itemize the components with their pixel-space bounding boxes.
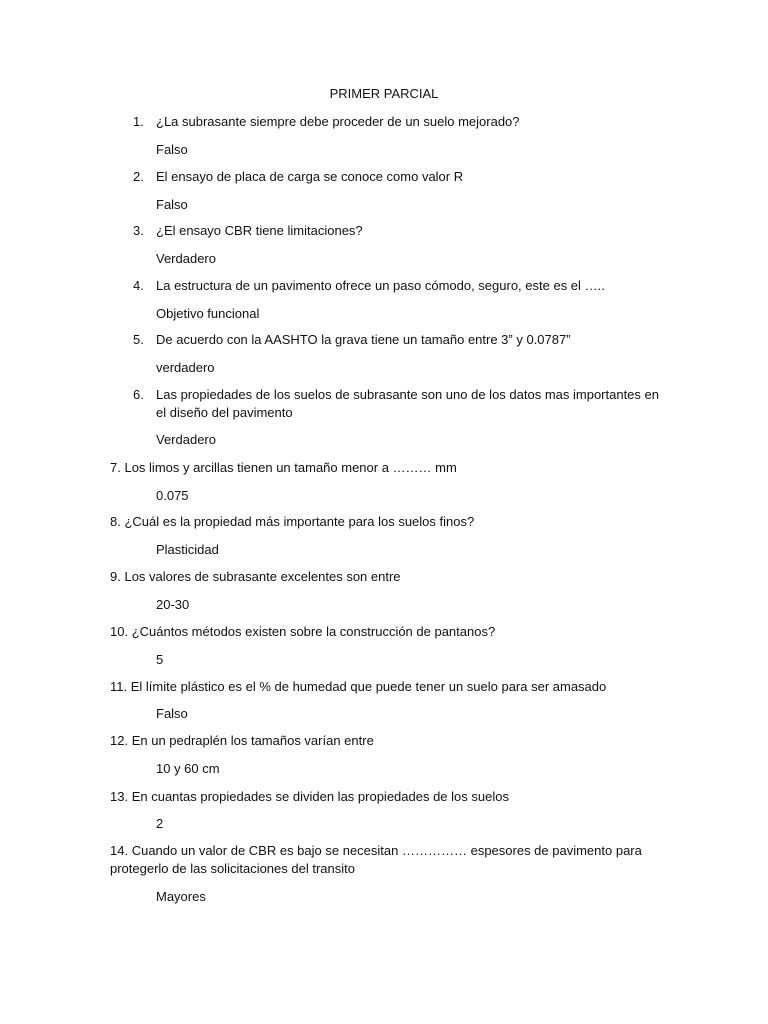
question-number: 14.	[110, 843, 129, 858]
question-text: El ensayo de placa de carga se conoce como valor R	[156, 169, 464, 184]
question-2	[133, 168, 464, 186]
answer-2: Falso	[156, 197, 188, 212]
question-10	[110, 623, 495, 641]
question-text: En cuantas propiedades se dividen las propiedades de los suelos	[131, 789, 509, 804]
answer-1: Falso	[156, 142, 188, 157]
question-number: 3.	[133, 223, 144, 238]
question-4	[133, 277, 605, 295]
answer-4: Objetivo funcional	[156, 306, 260, 321]
question-9	[110, 568, 401, 586]
question-number: 4.	[133, 278, 144, 293]
answer-13: 2	[156, 816, 164, 831]
question-3	[133, 222, 363, 240]
answer-10: 5	[156, 652, 164, 667]
answer-11: Falso	[156, 706, 188, 721]
question-text-line-1: Cuando un valor de CBR es bajo se necesitan …………… espesores de pavimento para	[131, 843, 642, 858]
answer-3: Verdadero	[156, 251, 216, 266]
question-text: En un pedraplén los tamaños varían entre	[131, 733, 374, 748]
question-text: Los valores de subrasante excelentes son entre	[124, 569, 401, 584]
question-1	[133, 113, 520, 131]
question-text: La estructura de un pavimento ofrece un paso cómodo, seguro, este es el …..	[156, 278, 605, 293]
question-text-line-1: Las propiedades de los suelos de subrasante son uno de los datos mas importantes en	[156, 387, 659, 402]
answer-6: Verdadero	[156, 432, 216, 447]
question-number: 6.	[133, 387, 144, 402]
question-number: 13.	[110, 789, 129, 804]
question-number: 7.	[110, 460, 121, 475]
question-text: ¿Cuál es la propiedad más importante para los suelos finos?	[124, 514, 475, 529]
question-7	[110, 459, 457, 477]
question-number: 9.	[110, 569, 121, 584]
answer-14: Mayores	[156, 889, 206, 904]
answer-9: 20-30	[156, 597, 190, 612]
answer-5: verdadero	[156, 360, 215, 375]
question-number: 8.	[110, 514, 121, 529]
question-text: ¿La subrasante siempre debe proceder de un suelo mejorado?	[156, 114, 520, 129]
question-5	[133, 331, 571, 349]
page-title: PRIMER PARCIAL	[329, 86, 439, 101]
question-text-line-2: protegerlo de las solicitaciones del transito	[110, 861, 355, 876]
question-6	[133, 386, 659, 422]
question-text: ¿Cuántos métodos existen sobre la construcción de pantanos?	[131, 624, 496, 639]
question-number: 2.	[133, 169, 144, 184]
answer-12: 10 y 60 cm	[156, 761, 220, 776]
question-number: 11.	[110, 679, 128, 694]
question-text: El límite plástico es el % de humedad que puede tener un suelo para ser amasado	[130, 679, 607, 694]
question-13	[110, 788, 509, 806]
question-text: Los limos y arcillas tienen un tamaño menor a ……… mm	[124, 460, 457, 475]
question-number: 12.	[110, 733, 129, 748]
question-number: 10.	[110, 624, 129, 639]
question-11	[110, 678, 606, 696]
question-text: De acuerdo con la AASHTO la grava tiene un tamaño entre 3” y 0.0787”	[156, 332, 571, 347]
question-number: 5.	[133, 332, 144, 347]
answer-7: 0.075	[156, 488, 189, 503]
question-number: 1.	[133, 114, 144, 129]
question-14	[110, 842, 642, 878]
question-text-line-2: el diseño del pavimento	[156, 405, 293, 420]
question-8	[110, 513, 474, 531]
question-text: ¿El ensayo CBR tiene limitaciones?	[156, 223, 363, 238]
answer-8: Plasticidad	[156, 542, 219, 557]
question-12	[110, 732, 374, 750]
